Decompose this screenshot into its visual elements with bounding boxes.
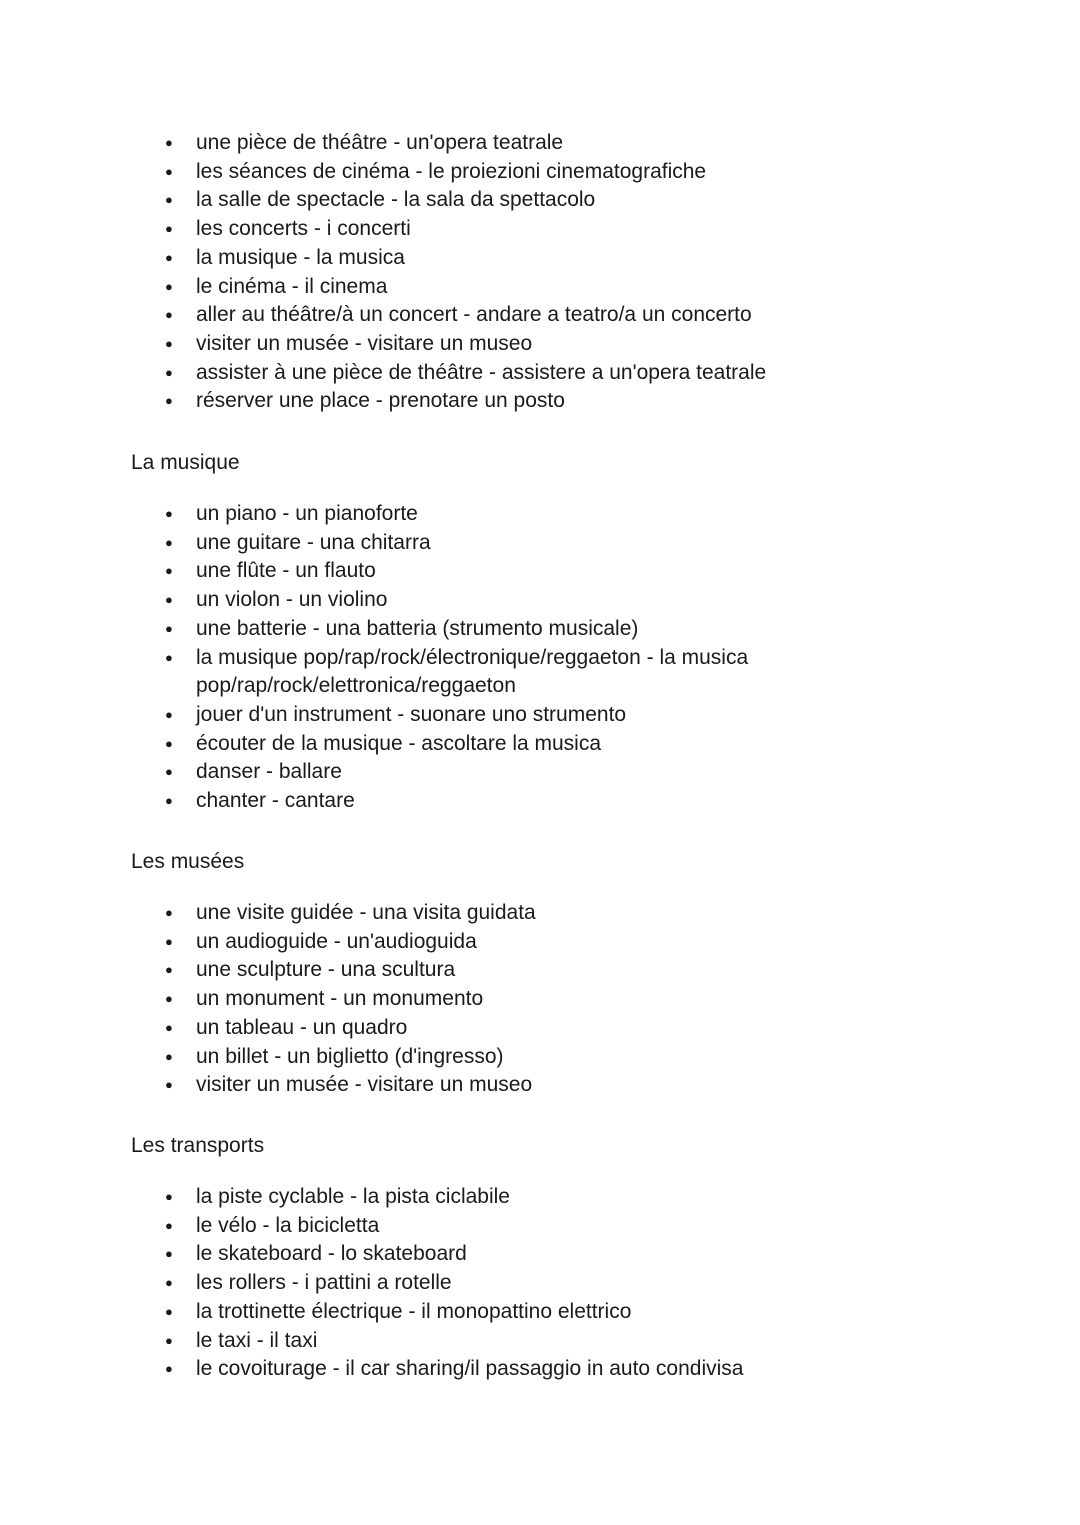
list-item: ● la musique pop/rap/rock/électronique/reggaeton - la musica pop/rap/rock/elettronica/reggaeton bbox=[0, 644, 1080, 701]
list-item: ● la salle de spectacle - la sala da spettacolo bbox=[0, 186, 1080, 215]
list-item: ● visiter un musée - visitare un museo bbox=[0, 330, 1080, 359]
list-item: ● une visite guidée - una visita guidata bbox=[0, 899, 1080, 928]
list-item: ● les rollers - i pattini a rotelle bbox=[0, 1269, 1080, 1298]
list-item: ● un piano - un pianoforte bbox=[0, 500, 1080, 529]
list-item: ● une sculpture - una scultura bbox=[0, 956, 1080, 985]
list-item: ● réserver une place - prenotare un posto bbox=[0, 387, 1080, 416]
list-item: ● les séances de cinéma - le proiezioni cinematografiche bbox=[0, 158, 1080, 187]
list-item: ● le taxi - il taxi bbox=[0, 1327, 1080, 1356]
list-item: ● une guitare - una chitarra bbox=[0, 529, 1080, 558]
list-item: ● une pièce de théâtre - un'opera teatrale bbox=[0, 129, 1080, 158]
list-item: ● visiter un musée - visitare un museo bbox=[0, 1071, 1080, 1100]
list-item: ● la trottinette électrique - il monopattino elettrico bbox=[0, 1298, 1080, 1327]
list-item: ● un tableau - un quadro bbox=[0, 1014, 1080, 1043]
list-item: ● écouter de la musique - ascoltare la musica bbox=[0, 730, 1080, 759]
section-heading-music: La musique bbox=[131, 451, 240, 474]
list-item: ● le cinéma - il cinema bbox=[0, 273, 1080, 302]
list-item: ● les concerts - i concerti bbox=[0, 215, 1080, 244]
vocab-list-transports bbox=[0, 1183, 1080, 1384]
list-item: ● une batterie - una batteria (strumento musicale) bbox=[0, 615, 1080, 644]
list-item: ● aller au théâtre/à un concert - andare a teatro/a un concerto bbox=[0, 301, 1080, 330]
list-item: ● chanter - cantare bbox=[0, 787, 1080, 816]
list-item: ● le vélo - la bicicletta bbox=[0, 1212, 1080, 1241]
section-heading-transports: Les transports bbox=[131, 1134, 265, 1157]
list-item: ● un monument - un monumento bbox=[0, 985, 1080, 1014]
list-item: ● un violon - un violino bbox=[0, 586, 1080, 615]
list-item: ● une flûte - un flauto bbox=[0, 557, 1080, 586]
list-item: ● un audioguide - un'audioguida bbox=[0, 928, 1080, 957]
list-item: ● le skateboard - lo skateboard bbox=[0, 1240, 1080, 1269]
vocab-list-spectacles bbox=[0, 129, 1080, 416]
section-heading-museums: Les musées bbox=[131, 850, 245, 873]
list-item: ● danser - ballare bbox=[0, 758, 1080, 787]
list-item: ● jouer d'un instrument - suonare uno strumento bbox=[0, 701, 1080, 730]
list-item: ● un billet - un biglietto (d'ingresso) bbox=[0, 1043, 1080, 1072]
list-item: ● la piste cyclable - la pista ciclabile bbox=[0, 1183, 1080, 1212]
vocab-list-music bbox=[0, 500, 1080, 816]
vocab-list-museums bbox=[0, 899, 1080, 1100]
list-item: ● le covoiturage - il car sharing/il passaggio in auto condivisa bbox=[0, 1355, 1080, 1384]
list-item: ● la musique - la musica bbox=[0, 244, 1080, 273]
list-item: ● assister à une pièce de théâtre - assistere a un'opera teatrale bbox=[0, 359, 1080, 388]
